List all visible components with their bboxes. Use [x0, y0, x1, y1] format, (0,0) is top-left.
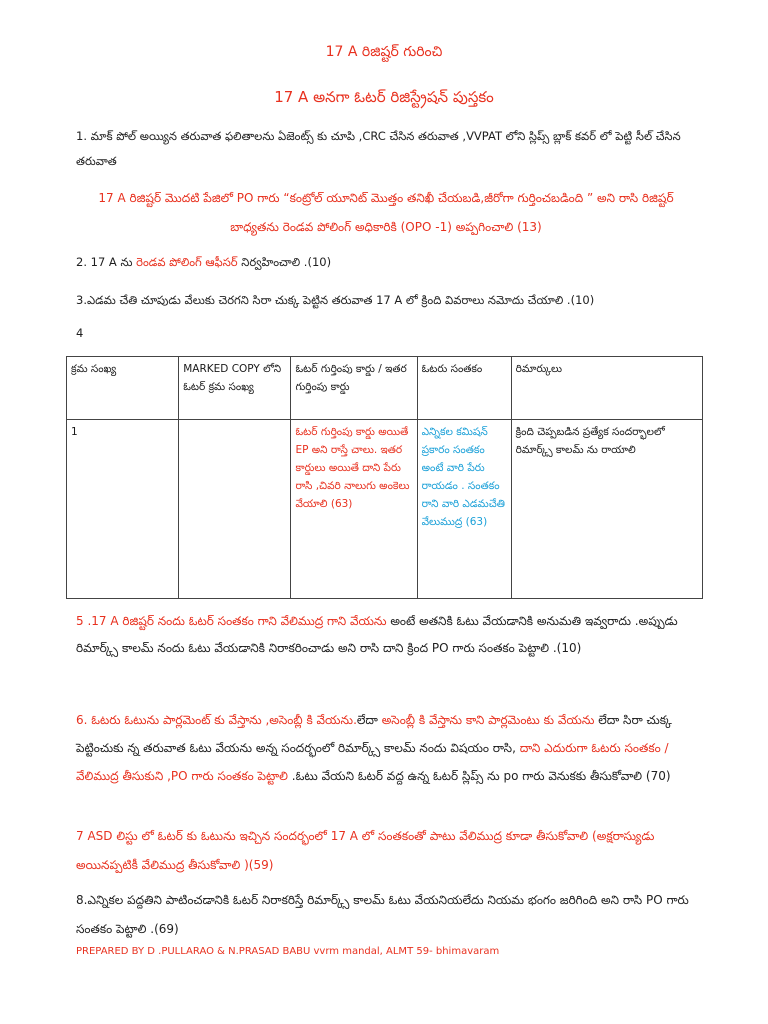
paragraph-4: 3.ఎడమ చేతి చూపుడు వేలుకు చెరగని సిరా చుక్క పెట్టిన తరువాత 17 A లో క్రింది వివరాలు నమోదు చేయాలి .(10)	[76, 293, 595, 307]
table-header-cell: MARKED COPY లోని ఓటర్ క్రమ సంఖ్య	[179, 357, 291, 420]
table-row	[67, 420, 703, 599]
table-header-cell: క్రమ సంఖ్య	[67, 357, 179, 420]
paragraph-6-rest: అంటే అతనికి ఓటు వేయడానికి అనుమతి ఇవ్వరాదు .అప్పుడు రిమార్క్స్ కాలమ్ నందు ఓటు వేయడానికి నిరాకరించాడు అని రాసి దాని క్రింద PO గారు సంతకం పెట్టాలి .(10)	[76, 614, 678, 655]
page-subtitle: 17 A అనగా ఓటర్ రిజిస్ట్రేషన్ పుస్తకం	[274, 88, 494, 106]
paragraph-7-highlight-3: దాని ఎదురుగా ఓటరు సంతకం /వేలిముద్ర తీసుకుని ,PO గారు సంతకం పెట్టాలి	[76, 741, 669, 783]
paragraph-9: 8.ఎన్నికల పద్దతిని పాటించడానికి ఓటర్ నిరాకరిస్తే రిమార్క్స్ కాలమ్ ఓటు వేయనియలేదు నియమ భంగం జరిగింది అని రాసి PO గారు సంతకం పెట్టాలి .(69)	[76, 893, 689, 936]
paragraph-7	[76, 706, 696, 790]
table-header-cell: ఓటరు సంతకం	[417, 357, 511, 420]
page-title: 17 A రిజిష్టర్ గురించి	[325, 44, 443, 60]
table-cell-marked-copy	[179, 420, 291, 599]
paragraph-1: 1. మాక్ పోల్ అయ్యిన తరువాత ఫలితాలను ఏజెంట్స్ కు చూపి ,CRC చేసిన తరువాత ,VVPAT లోని స్లిప్స్ బ్లాక్ కవర్ లో పెట్టి సీల్ చేసిన తరువాత	[76, 129, 681, 168]
paragraph-7-rest-1: లేదా సిరా చుక్క పెట్టించుకు న్న తరువాత ఓటు వేయను అన్న సందర్భంలో రిమార్క్స్ కాలమ్ నందు విషయం రాసి,	[76, 713, 672, 755]
register-table	[66, 356, 703, 599]
table-header-cell: రిమార్కులు	[511, 357, 702, 420]
paragraph-6-highlight: 5 .17 A రిజిష్టర్ నందు ఓటర్ సంతకం గాని వేలిముద్ర గాని వేయను	[76, 614, 387, 628]
footer-credit: PREPARED BY D .PULLARAO & N.PRASAD BABU vvrm mandal, ALMT 59- bhimavaram	[76, 946, 500, 957]
paragraph-3-highlight: రెండవ పోలింగ్ ఆఫీసర్	[136, 255, 238, 269]
paragraph-3-prefix: 2. 17 A ను	[76, 255, 137, 269]
paragraph-3	[76, 250, 696, 275]
paragraph-7-highlight-2: అసెంబ్లీ కి వేస్తాను కాని పార్లమెంటు కు వేయను	[381, 713, 595, 727]
table-cell-remarks: క్రింది చెప్పబడిన ప్రత్యేక సందర్భాలలో రిమార్క్స్ కాలమ్ ను రాయాలి	[511, 420, 702, 599]
paragraph-2: 17 A రిజిష్టర్ మొదటి పేజిలో PO గారు “కంట్రోల్ యూనిట్ మొత్తం తనిఖీ చేయబడి,జీరోగా గుర్తించబడింది ” అని రాసి రిజిష్టర్ బాధ్యతను రెండవ పోలింగ్ అధికారికి (OPO -1) అప్పగించాలి (13)	[98, 191, 674, 234]
paragraph-8: 7 ASD లిస్టు లో ఓటర్ కు ఓటును ఇచ్చిన సందర్భంలో 17 A లో సంతకంతో పాటు వేలిముద్ర కూడా తీసుకోవాలి (అక్షరాస్యుడు అయినప్పటికీ వేలిముద్ర తీసుకోవాలి )(59)	[76, 829, 655, 872]
paragraph-7-mid: లేదా	[356, 713, 382, 727]
table-cell-serial: 1	[67, 420, 179, 599]
paragraph-7-rest-2: .ఓటు వేయని ఓటర్ వద్ద ఉన్న ఓటర్ స్లిప్స్ ను po గారు వెనుకకు తీసుకోవాలి (70)	[287, 769, 671, 783]
table-cell-id-card: ఓటర్ గుర్తింపు కార్డు అయితే EP అని రాస్తే చాలు. ఇతర కార్డులు అయితే దాని పేరు రాసి ,చివరి నాలుగు అంకెలు వేయాలి (63)	[291, 420, 417, 599]
table-header-cell: ఓటర్ గుర్తింపు కార్డు / ఇతర గుర్తింపు కార్డు	[291, 357, 417, 420]
paragraph-5: 4	[76, 326, 84, 340]
paragraph-3-suffix: నిర్వహించాలి .(10)	[237, 255, 332, 269]
paragraph-6	[76, 608, 696, 662]
table-cell-signature: ఎన్నికల కమిషన్ ప్రకారం సంతకం అంటే వారి పేరు రాయడం . సంతకం రాని వారి ఎడమచేతి వేలుముద్ర (63)	[417, 420, 511, 599]
paragraph-7-highlight-1: 6. ఓటరు ఓటును పార్లమెంట్ కు వేస్తాను ,అసెంబ్లీ కి వేయను.	[76, 713, 357, 727]
table-header-row	[67, 357, 703, 420]
